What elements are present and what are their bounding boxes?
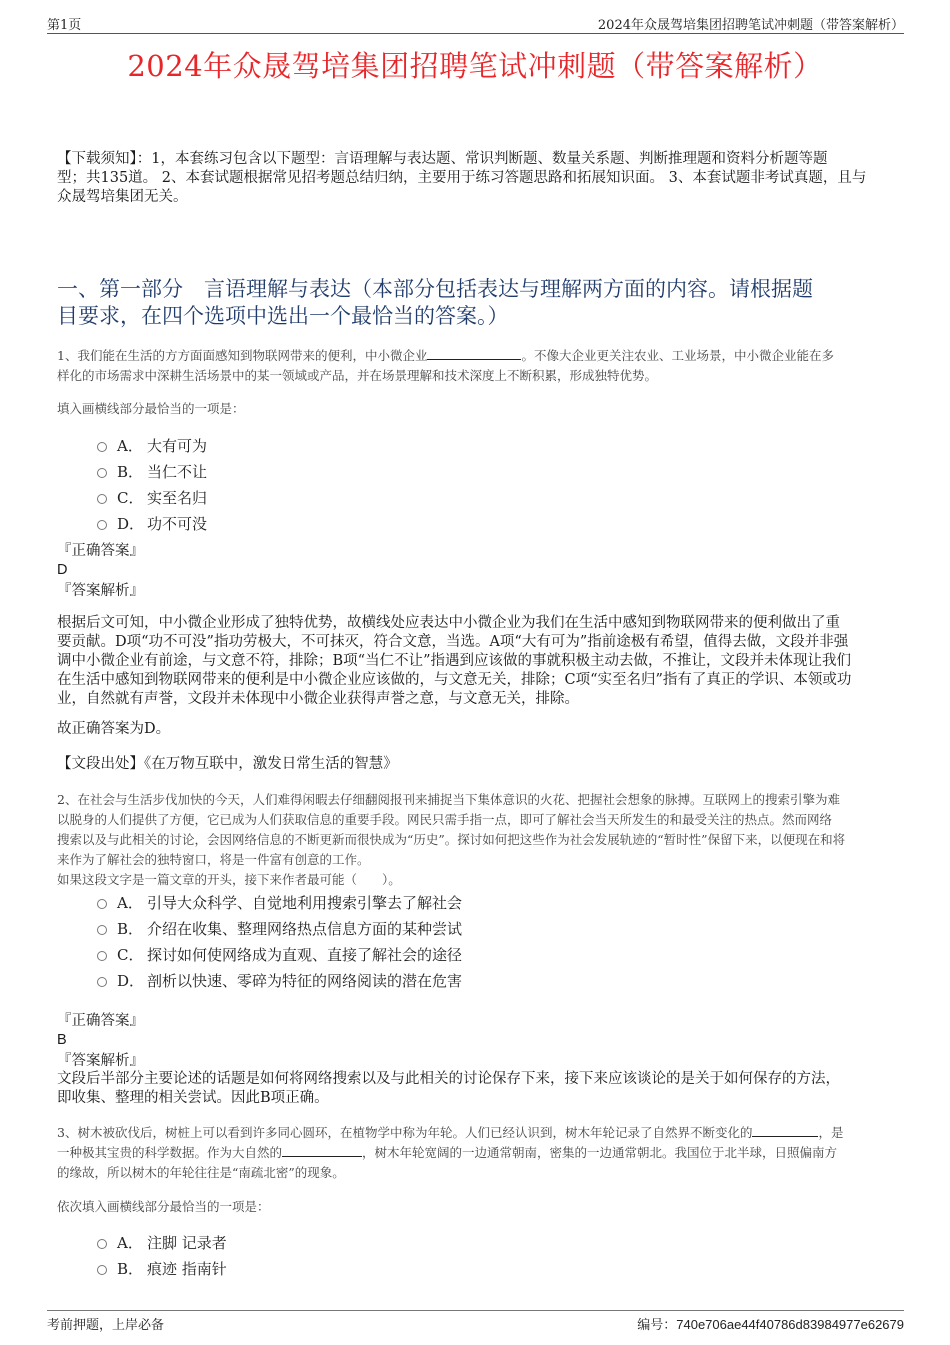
radio-icon[interactable] <box>97 1265 107 1275</box>
question-stem-line: 来作为了解社会的独特窗口，将是一件富有创意的工作。 <box>57 852 370 867</box>
header-divider <box>47 33 904 34</box>
question-stem-line: 的缘故，所以树木的年轮往往是“南疏北密”的现象。 <box>57 1165 345 1180</box>
option-c[interactable]: C． 实至名归 <box>97 487 207 509</box>
question-2-prompt: 如果这段文字是一篇文章的开头，接下来作者最可能（ ）。 <box>57 872 401 887</box>
question-1-prompt: 填入画横线部分最恰当的一项是： <box>57 401 245 416</box>
answer-value: D <box>57 562 68 578</box>
radio-icon[interactable] <box>97 494 107 504</box>
answer-blank <box>427 347 521 360</box>
analysis-line: 根据后文可知，中小微企业形成了独特优势，故横线处应表达中小微企业为我们在生活中感知到物联网带来的便利做出了重 <box>57 615 840 631</box>
question-2-analysis <box>57 1070 897 1108</box>
answer-label: 『正确答案』 <box>57 543 144 559</box>
option-b[interactable]: B． 痕迹 指南针 <box>97 1258 227 1280</box>
analysis-line: 在生活中感知到物联网带来的便利是中小微企业应该做的，与文意无关，排除；C项“实至名归”指有了真正的学识、本领或功 <box>57 672 852 688</box>
notice-line: 型；共135道。 2、本套试题根据常见招考题总结归纳，主要用于练习答题思路和拓展知识面。 3、本套试题非考试真题，且与 <box>57 170 867 186</box>
radio-icon[interactable] <box>97 951 107 961</box>
page-number: 第1页 <box>47 18 82 33</box>
analysis-line: 业，自然就有声誉，文段并未体现中小微企业获得声誉之意，与文意无关，排除。 <box>57 691 579 707</box>
page-title: 2024年众晟驾培集团招聘笔试冲刺题（带答案解析） <box>127 49 823 83</box>
option-b[interactable]: B． 介绍在收集、整理网络热点信息方面的某种尝试 <box>97 918 462 940</box>
radio-icon[interactable] <box>97 468 107 478</box>
option-a[interactable]: A． 大有可为 <box>97 435 207 457</box>
download-notice <box>57 150 897 207</box>
question-stem-line: 2、在社会与生活步伐加快的今天，人们难得闲暇去仔细翻阅报刊来捕捉当下集体意识的火花、把握社会想象的脉搏。互联网上的搜索引擎为难 <box>57 792 840 807</box>
analysis-line: 即收集、整理的相关尝试。因此B项正确。 <box>57 1090 329 1106</box>
analysis-line: 调中小微企业有前途，与文意不符，排除；B项“当仁不让”指遇到应该做的事就积极主动去做，不推让，文段并未体现让我们 <box>57 653 851 669</box>
option-a[interactable]: A． 引导大众科学、自觉地利用搜索引擎去了解社会 <box>97 892 462 914</box>
notice-line: 众晟驾培集团无关。 <box>57 189 188 205</box>
question-1-stem <box>57 346 897 386</box>
question-stem-line: 一种极其宝贵的科学数据。作为大自然的 ，树木年轮宽阔的一边通常朝南，密集的一边通常朝北。我国位于北半球，日照偏南方 <box>57 1145 838 1160</box>
question-stem-line: 搜索以及与此相关的讨论，会因网络信息的不断更新而很快成为“历史”。探讨如何把这些作为社会发展轨迹的“暂时性”保留下来，以便现在和将 <box>57 832 846 847</box>
question-2-options <box>97 892 462 992</box>
analysis-label: 『答案解析』 <box>57 1053 144 1069</box>
question-stem-line: 以脱身的人们提供了方便，它已成为人们获取信息的重要手段。网民只需手指一点，即可了解社会当天所发生的和最受关注的热点。然而网络 <box>57 812 833 827</box>
question-1-analysis <box>57 614 897 709</box>
answer-value: B <box>57 1032 67 1048</box>
source-citation: 【文段出处】《在万物互联中，激发日常生活的智慧》 <box>57 756 398 772</box>
option-d[interactable]: D． 功不可没 <box>97 513 207 535</box>
question-2-stem <box>57 790 902 870</box>
answer-blank <box>282 1144 362 1157</box>
footer-slogan: 考前押题，上岸必备 <box>47 1318 165 1333</box>
section-heading-line: 一、第一部分 言语理解与表达（本部分包括表达与理解两方面的内容。请根据题 <box>57 277 813 301</box>
option-b[interactable]: B． 当仁不让 <box>97 461 207 483</box>
radio-icon[interactable] <box>97 899 107 909</box>
question-stem-line: 1、我们能在生活的方方面面感知到物联网带来的便利，中小微企业 。不像大企业更关注农业、工业场景，中小微企业能在多 <box>57 348 834 363</box>
analysis-line: 文段后半部分主要论述的话题是如何将网络搜索以及与此相关的讨论保存下来，接下来应该谈论的是关于如何保存的方法， <box>57 1071 840 1087</box>
question-3-prompt: 依次填入画横线部分最恰当的一项是： <box>57 1199 270 1214</box>
analysis-line: 要贡献。D项“功不可没”指功劳极大，不可抹灭，符合文意，当选。A项“大有可为”指前途极有希望，值得去做，文段并非强 <box>57 634 849 650</box>
footer-code: 编号：740e706ae44f40786d83984977e62679 <box>637 1317 904 1333</box>
section-heading <box>57 276 897 330</box>
option-d[interactable]: D． 剖析以快速、零碎为特征的网络阅读的潜在危害 <box>97 970 462 992</box>
option-c[interactable]: C． 探讨如何使网络成为直观、直接了解社会的途径 <box>97 944 462 966</box>
header-doc-title: 2024年众晟驾培集团招聘笔试冲刺题（带答案解析） <box>597 18 904 33</box>
answer-label: 『正确答案』 <box>57 1013 144 1029</box>
question-1-options <box>97 435 207 535</box>
question-stem-line: 样化的市场需求中深耕生活场景中的某一领域或产品，并在场景理解和技术深度上不断积累，形成独特优势。 <box>57 368 658 383</box>
radio-icon[interactable] <box>97 977 107 987</box>
radio-icon[interactable] <box>97 442 107 452</box>
option-a[interactable]: A． 注脚 记录者 <box>97 1232 227 1254</box>
footer-divider <box>47 1310 904 1311</box>
notice-line: 【下载须知】：1，本套练习包含以下题型：言语理解与表达题、常识判断题、数量关系题、判断推理题和资料分析题等题 <box>57 151 828 167</box>
question-3-stem <box>57 1123 902 1183</box>
conclusion: 故正确答案为D。 <box>57 721 171 737</box>
radio-icon[interactable] <box>97 520 107 530</box>
question-stem-line: 3、树木被砍伐后，树桩上可以看到许多同心圆环，在植物学中称为年轮。人们已经认识到，树木年轮记录了自然界不断变化的 ，是 <box>57 1125 844 1140</box>
answer-blank <box>752 1124 818 1137</box>
section-heading-line: 目要求，在四个选项中选出一个最恰当的答案。） <box>57 304 509 328</box>
analysis-label: 『答案解析』 <box>57 583 144 599</box>
radio-icon[interactable] <box>97 925 107 935</box>
radio-icon[interactable] <box>97 1239 107 1249</box>
question-3-options <box>97 1232 227 1280</box>
